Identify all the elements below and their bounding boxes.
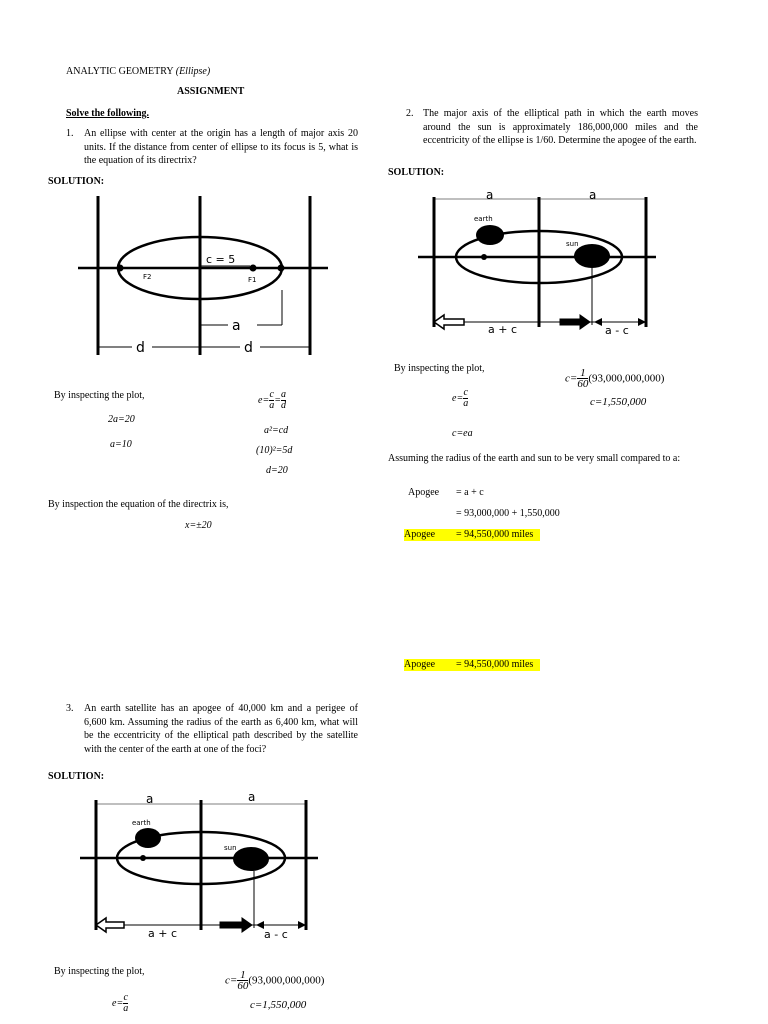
p1-eq-10: (10)²=5d [256,445,293,456]
a-label-2: a [248,790,256,804]
p1-eccentricity-eq [258,390,286,411]
fraction-1-60: $\frac{1}{60}$ [237,969,249,992]
problem-1-diagram [70,190,330,360]
vertex-left [117,265,124,272]
a-label-2: a [589,188,597,202]
instructions: Solve the following. [66,108,150,119]
f1-label: F1 [248,276,257,284]
earth-label: earth [474,215,493,223]
problem-2-number: 2. [406,108,414,119]
f2-label: F2 [143,273,152,281]
document-title [66,66,210,77]
p3-inspect: By inspecting the plot, [54,966,145,977]
p2-apogee2-label: Apogee [404,659,436,670]
earth-dot [481,254,487,260]
arrow-small-left-icon [594,318,602,326]
p2-apogee-label: Apogee [408,487,440,498]
p2-apogee-repeat-row [404,659,540,671]
p2-apogee-eq2: = 93,000,000 + 1,550,000 [456,508,560,519]
p1-directrix-text: By inspection the equation of the directrix is, [48,499,229,510]
problem-3-number: 3. [66,703,74,714]
p2-c-ea: c=ea [452,428,473,439]
arrow-small-left-icon [256,921,264,929]
sun-body [574,244,610,268]
earth-label: earth [132,819,151,827]
p1-eq-2a: 2a=20 [108,414,135,425]
p3-e-eq: e= $\frac{c}{a}$ [112,992,129,1014]
p2-c-result: c=1,550,000 [590,396,647,408]
c-label: c = 5 [206,253,236,266]
sun-body [233,847,269,871]
p2-apogee-eq1: = a + c [456,487,484,498]
title-sub: (Ellipse) [175,66,211,77]
p1-eq-a2cd: a²=cd [264,425,289,436]
amc-label: a - c [264,928,288,940]
fraction-a-d: $\frac{a}{d}$ [280,389,286,411]
d-label-2: d [244,340,253,356]
arrow-right-icon [560,315,590,329]
arrow-right-icon [220,918,252,932]
equals: = [274,395,281,406]
p3-c-result: c=1,550,000 [250,999,307,1011]
sun-label: sun [224,844,237,852]
earth-dot [140,855,146,861]
p1-eq-a: a=10 [110,439,132,450]
problem-3-solution-label: SOLUTION: [48,771,105,782]
p1-inspect: By inspecting the plot, [54,390,145,401]
fraction-c-a: $\frac{c}{a}$ [463,387,469,409]
assignment-heading: ASSIGNMENT [177,86,245,97]
p1-eq-d: d=20 [266,465,288,476]
problem-3-diagram [74,790,322,940]
p2-inspect: By inspecting the plot, [394,363,485,374]
fraction-1-60: $\frac{1}{60}$ [577,367,589,390]
problem-1-text: An ellipse with center at the origin has a length of major axis 20 units. If the distance from center of ellipse to its focus is 5, what is the equation of its directrix? [84,128,358,166]
a-label: a [232,318,241,334]
arrow-left-icon [434,315,464,329]
arrow-left-icon [96,918,124,932]
a-label-1: a [146,792,154,806]
problem-3-text: An earth satellite has an apogee of 40,000 km and a perigee of 6,600 km. Assuming the radius of the earth as 6,400 km, what will be the eccentricity of the elliptical path described by the satellite with the center of the earth at one of the foci? [84,703,358,755]
apc-label: a + c [148,927,177,940]
title-text: ANALYTIC GEOMETRY [66,66,174,77]
earth-body [135,828,161,848]
p2-apogee-eq3: = 94,550,000 miles [456,529,534,540]
a-label-1: a [486,188,494,202]
problem-2-text: The major axis of the elliptical path in which the earth moves around the sun is approximately 186,000,000 miles and the eccentricity of the ellipse is 1/60. Determine the apogee of the earth. [423,108,698,146]
vertex-right [278,265,285,272]
p2-apogee-highlight-row [404,529,540,541]
d-label-1: d [136,340,145,356]
p2-apogee-label-hl: Apogee [404,529,436,540]
fraction-c-a: $\frac{c}{a}$ [123,992,129,1014]
problem-1-number: 1. [66,128,74,139]
focus-f1-dot [250,265,257,272]
amc-label: a - c [605,324,629,335]
p2-assume: Assuming the radius of the earth and sun to be very small compared to a: [388,453,681,464]
p2-e-eq: e= $\frac{c}{a}$ [452,387,469,409]
problem-2-diagram [412,185,660,335]
p3-c-eq: c= $\frac{1}{60}$ (93,000,000,000) [225,969,325,992]
earth-body [476,225,504,245]
apc-label: a + c [488,323,517,335]
p1-answer: x=±20 [185,520,212,531]
fraction-c-a: $\frac{c}{a}$ [269,389,275,411]
e-lhs: e= [258,395,270,406]
problem-1-solution-label: SOLUTION: [48,176,105,187]
p2-c-eq: c= $\frac{1}{60}$ (93,000,000,000) [565,367,665,390]
problem-2-solution-label: SOLUTION: [388,167,445,178]
sun-label: sun [566,240,579,248]
p2-apogee2-eq: = 94,550,000 miles [456,659,534,670]
